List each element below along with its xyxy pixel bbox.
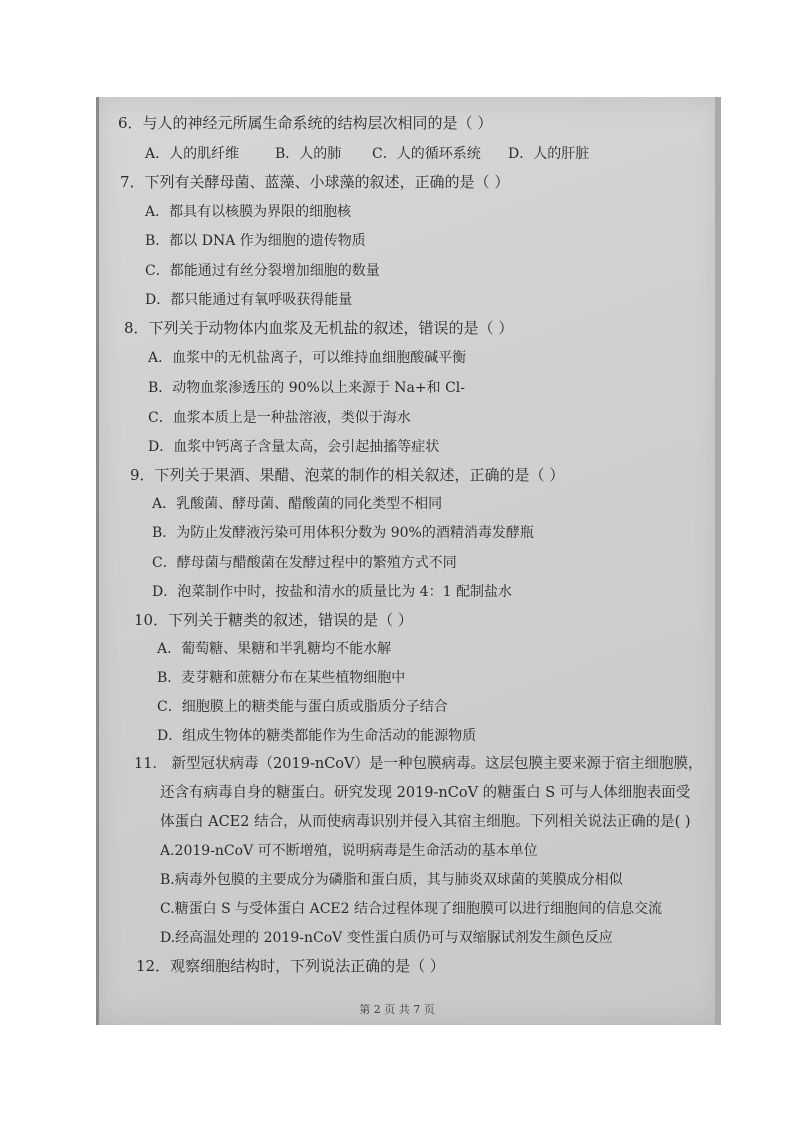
question-9-stem: 9．下列关于果酒、果醋、泡菜的制作的相关叙述，正确的是（ ）: [130, 466, 565, 484]
question-11-option-a: A.2019-nCoV 可不断增殖，说明病毒是生命活动的基本单位: [160, 843, 538, 859]
question-7-option-c: C．都能通过有丝分裂增加细胞的数量: [145, 263, 380, 279]
question-10-option-c: C．细胞膜上的糖类能与蛋白质或脂质分子结合: [157, 699, 448, 715]
question-8-option-d: D．血浆中钙离子含量太高，会引起抽搐等症状: [148, 439, 440, 455]
question-7-option-b: B．都以 DNA 作为细胞的遗传物质: [145, 233, 366, 249]
question-6-option-c: C．人的循环系统: [372, 146, 481, 162]
question-11-stem-line-3: 体蛋白 ACE2 结合，从而使病毒识别并侵入其宿主细胞。下列相关说法正确的是( ): [160, 814, 691, 830]
question-7-stem: 7．下列有关酵母菌、蓝藻、小球藻的叙述，正确的是（ ）: [120, 173, 510, 191]
question-8-stem: 8．下列关于动物体内血浆及无机盐的叙述，错误的是（ ）: [124, 319, 514, 337]
question-6-option-d: D．人的肝脏: [508, 146, 590, 162]
question-11-option-d: D.经高温处理的 2019-nCoV 变性蛋白质仍可与双缩脲试剂发生颜色反应: [160, 930, 613, 946]
question-10-stem: 10．下列关于糖类的叙述，错误的是（ ）: [134, 611, 413, 629]
question-8-option-c: C．血浆本质上是一种盐溶液，类似于海水: [148, 410, 411, 426]
question-9-option-d: D．泡菜制作中时，按盐和清水的质量比为 4：1 配制盐水: [152, 584, 512, 600]
page-shadow-right: [715, 97, 721, 1025]
question-10-option-b: B．麦芽糖和蔗糖分布在某些植物细胞中: [157, 670, 406, 686]
question-11-stem-line-1: 11． 新型冠状病毒（2019-nCoV）是一种包膜病毒。这层包膜主要来源于宿主细胞膜，: [134, 756, 703, 772]
question-9-option-a: A．乳酸菌、酵母菌、醋酸菌的同化类型不相同: [152, 496, 443, 512]
question-10-option-a: A．葡萄糖、果糖和半乳糖均不能水解: [157, 641, 392, 657]
question-6-option-b: B．人的肺: [275, 146, 342, 162]
question-9-option-c: C．酵母菌与醋酸菌在发酵过程中的繁殖方式不同: [152, 555, 457, 571]
question-12-stem: 12．观察细胞结构时，下列说法正确的是（ ）: [136, 957, 445, 975]
question-6-stem: 6．与人的神经元所属生命系统的结构层次相同的是（ ）: [118, 114, 493, 132]
question-9-option-b: B．为防止发酵液污染可用体积分数为 90%的酒精消毒发酵瓶: [152, 525, 534, 541]
question-11-stem-line-2: 还含有病毒自身的糖蛋白。研究发现 2019-nCoV 的糖蛋白 S 可与人体细胞表面受: [160, 785, 691, 801]
question-7-option-a: A．都具有以核膜为界限的细胞核: [145, 204, 352, 220]
question-11-option-c: C.糖蛋白 S 与受体蛋白 ACE2 结合过程体现了细胞膜可以进行细胞间的信息交流: [160, 901, 663, 917]
page-footer: 第 2 页 共 7 页: [359, 1003, 435, 1016]
question-6-options: [145, 143, 589, 163]
page-shadow-left: [96, 97, 99, 1025]
question-6-option-a: A．人的肌纤维: [145, 146, 240, 162]
question-10-option-d: D．组成生物体的糖类都能作为生命活动的能源物质: [157, 728, 477, 744]
question-8-option-a: A．血浆中的无机盐离子，可以维持血细胞酸碱平衡: [148, 350, 467, 366]
question-8-option-b: B．动物血浆渗透压的 90%以上来源于 Na+和 Cl-: [148, 380, 466, 396]
question-7-option-d: D．都只能通过有氧呼吸获得能量: [145, 292, 353, 308]
question-11-option-b: B.病毒外包膜的主要成分为磷脂和蛋白质，其与肺炎双球菌的荚膜成分相似: [160, 872, 623, 888]
